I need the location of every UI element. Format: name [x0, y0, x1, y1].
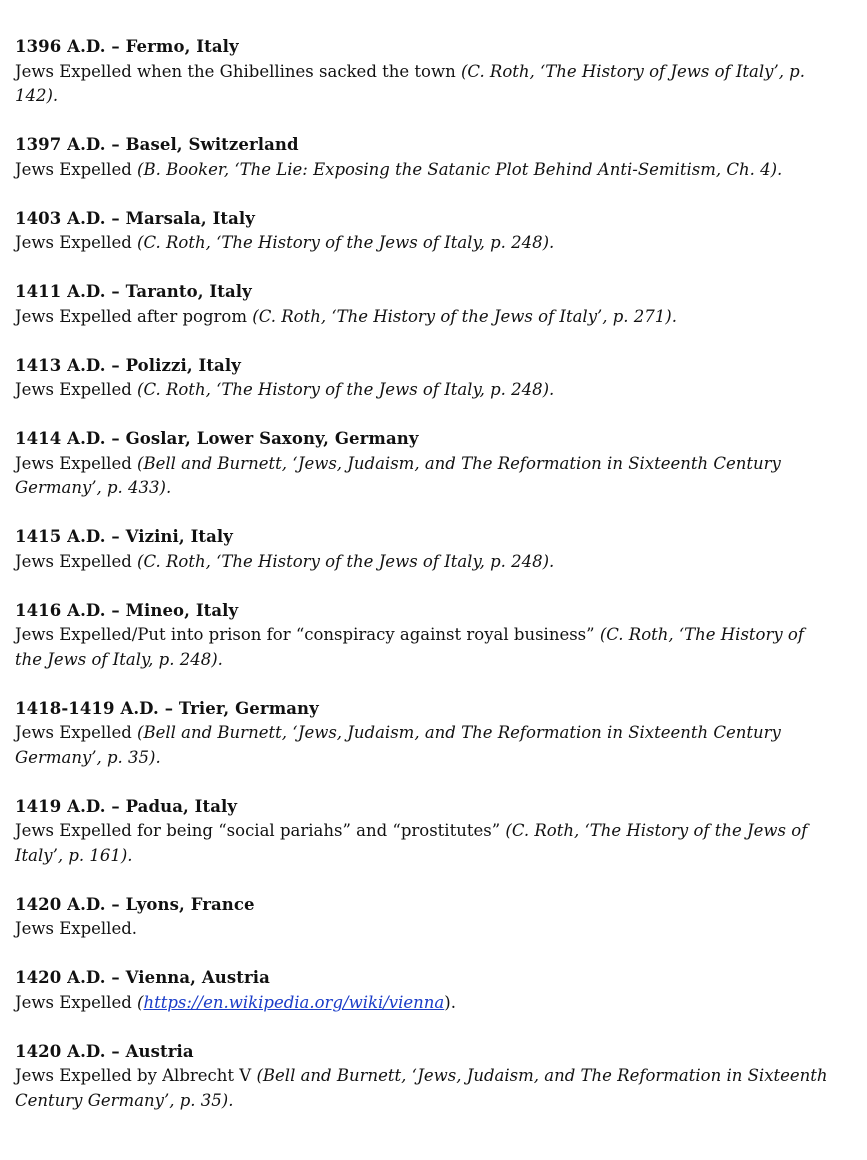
entry-citation: (C. Roth, ‘The History of the Jews of Italy, p. 248). — [137, 380, 555, 399]
entry-citation: (Bell and Burnett, ‘Jews, Judaism, and The Reformation in Sixteenth Century Germany’, p. 35). — [15, 723, 781, 767]
entry-body — [15, 231, 835, 256]
entry-1413-polizzi — [15, 354, 835, 403]
entry-text: Jews Expelled — [15, 453, 138, 473]
entry-1414-goslar — [15, 427, 835, 501]
entry-heading: 1416 A.D. – Mineo, Italy — [15, 600, 239, 620]
entry-1403-marsala — [15, 207, 835, 256]
entry-heading: 1419 A.D. – Padua, Italy — [15, 796, 238, 816]
entry-citation: (C. Roth, ‘The History of the Jews of Italy, p. 248). — [15, 625, 804, 669]
link-close-paren: ). — [444, 992, 456, 1012]
entry-heading: 1415 A.D. – Vizini, Italy — [15, 527, 233, 546]
entry-heading: 1396 A.D. – Fermo, Italy — [15, 37, 239, 56]
entry-body — [15, 158, 835, 183]
entry-text: Jews Expelled — [15, 380, 138, 399]
wikipedia-vienna-link[interactable]: https://en.wikipedia.org/wiki/vienna — [143, 992, 445, 1012]
entry-body — [15, 917, 835, 942]
entry-text: Jews Expelled by Albrecht V — [15, 1066, 257, 1085]
entry-heading: 1420 A.D. – Vienna, Austria — [15, 968, 270, 987]
entry-heading: 1411 A.D. – Taranto, Italy — [15, 282, 252, 301]
entry-1418-trier — [15, 697, 835, 771]
entry-1420-austria — [15, 1040, 835, 1114]
entry-text: Jews Expelled/Put into prison for “conspiracy against royal business” — [15, 625, 600, 644]
entry-heading: 1397 A.D. – Basel, Switzerland — [15, 135, 299, 154]
entry-1420-lyons — [15, 893, 835, 942]
entry-1411-taranto — [15, 280, 835, 329]
entry-heading: 1403 A.D. – Marsala, Italy — [15, 208, 255, 228]
entry-citation: (C. Roth, ‘The History of the Jews of Italy’, p. 161). — [15, 821, 808, 865]
entry-1396-fermo — [15, 35, 835, 109]
entry-body — [15, 991, 835, 1016]
entry-1416-mineo — [15, 599, 835, 673]
entry-heading: 1420 A.D. – Austria — [15, 1041, 194, 1061]
entry-citation: (C. Roth, ‘The History of the Jews of Italy, p. 248). — [137, 551, 555, 571]
entry-heading: 1413 A.D. – Polizzi, Italy — [15, 355, 241, 375]
entry-body — [15, 819, 835, 868]
entry-text: Jews Expelled. — [15, 919, 138, 938]
entry-text: Jews Expelled — [15, 723, 138, 742]
link-open-paren: ( — [137, 992, 144, 1012]
entry-body — [15, 378, 835, 403]
entry-citation: (B. Booker, ‘The Lie: Exposing the Satanic Plot Behind Anti-Semitism, Ch. 4). — [137, 159, 783, 179]
entry-citation: (Bell and Burnett, ‘Jews, Judaism, and The Reformation in Sixteenth Century Germany’, p. 433). — [15, 453, 781, 497]
entry-citation: (C. Roth, ‘The History of Jews of Italy’, p. 142). — [15, 61, 805, 105]
entry-text: Jews Expelled — [15, 233, 138, 252]
entry-text: Jews Expelled for being “social pariahs” and “prostitutes” — [15, 821, 506, 840]
entry-citation: (C. Roth, ‘The History of the Jews of Italy, p. 248). — [137, 233, 555, 252]
entry-heading: 1420 A.D. – Lyons, France — [15, 894, 255, 914]
entry-1415-vizini — [15, 525, 835, 574]
entry-text: Jews Expelled — [15, 551, 138, 571]
entry-body — [15, 623, 835, 672]
entry-1419-padua — [15, 795, 835, 869]
entry-citation: (C. Roth, ‘The History of the Jews of Italy’, p. 271). — [252, 306, 677, 326]
entry-body — [15, 1064, 835, 1113]
entry-text: Jews Expelled — [15, 159, 138, 179]
entry-1420-vienna — [15, 966, 835, 1015]
entry-body — [15, 305, 835, 330]
entry-heading: 1418-1419 A.D. – Trier, Germany — [15, 698, 319, 718]
document-page — [15, 35, 835, 1138]
entry-citation: (Bell and Burnett, ‘Jews, Judaism, and The Reformation in Sixteenth Century Germany’, p. 35). — [15, 1066, 828, 1110]
entry-text: Jews Expelled — [15, 992, 138, 1012]
entry-body — [15, 452, 835, 501]
entry-body — [15, 60, 835, 109]
entry-text: Jews Expelled when the Ghibellines sacked the town — [15, 61, 461, 81]
entry-body — [15, 550, 835, 575]
entry-heading: 1414 A.D. – Goslar, Lower Saxony, Germany — [15, 429, 419, 448]
entry-body — [15, 721, 835, 770]
entry-1397-basel — [15, 133, 835, 182]
entry-text: Jews Expelled after pogrom — [15, 306, 253, 326]
